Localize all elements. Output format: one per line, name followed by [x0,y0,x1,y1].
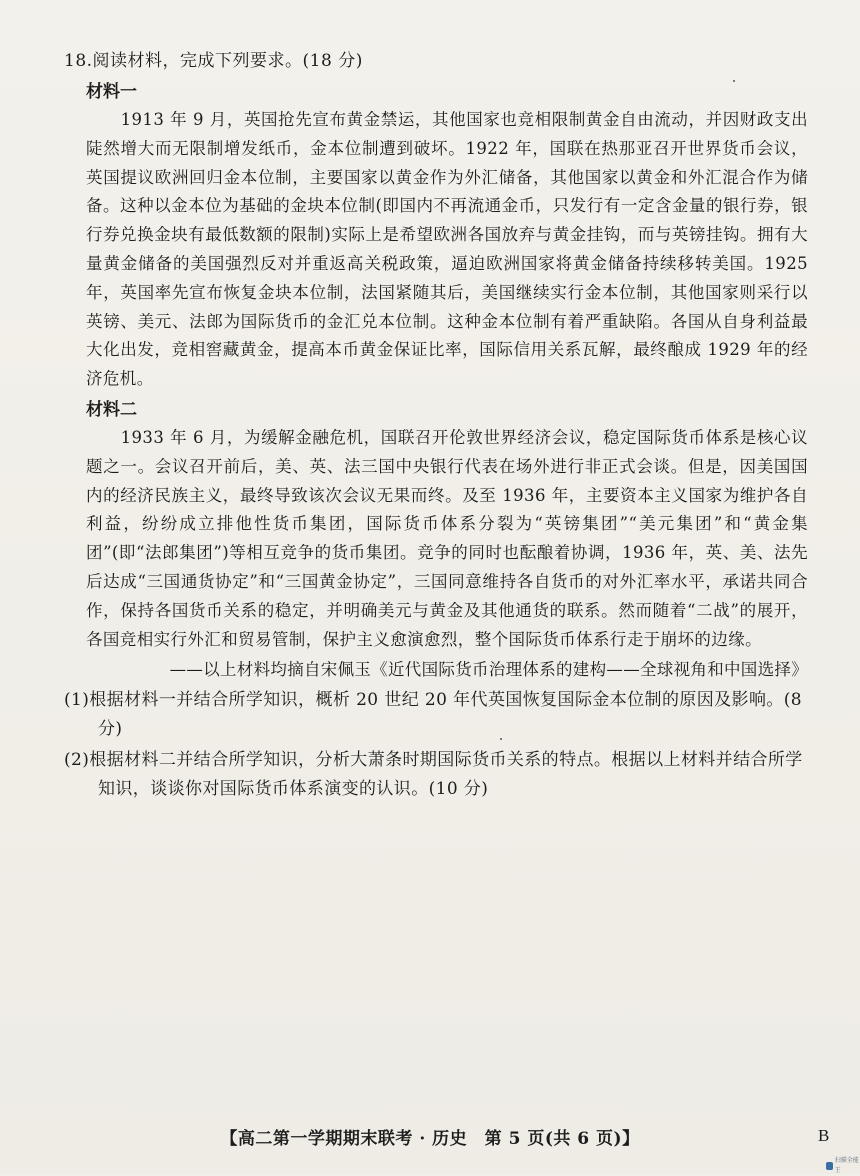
material-one-text: 1913 年 9 月，英国抢先宣布黄金禁运，其他国家也竞相限制黄金自由流动，并因财政支出陡然增大而无限制增发纸币，金本位制遭到破坏。1922 年，国联在热那亚召开世界货币会议，英国提议欧洲回归金本位制，主要国家以黄金作为外汇储备，其他国家以黄金和外汇混合作为储备。这种以金本位为基础的金块本位制(即国内不再流通金币，只发行有一定含金量的银行券，银行券兑换金块有最低数额的限制)实际上是希望欧洲各国放弃与黄金挂钩，而与英镑挂钩。拥有大量黄金储备的美国强烈反对并重返高关税政策，逼迫欧洲国家将黄金储备持续移转美国。1925 年，英国率先宣布恢复金块本位制，法国紧随其后，美国继续实行金本位制，其他国家则采行以英镑、美元、法郎为国际货币的金汇兑本位制。这种金本位制有着严重缺陷。各国从自身利益最大化出发，竞相窖藏黄金，提高本币黄金保证比率，国际信用关系瓦解，最终酿成 1929 年的经济危机。 [86,110,808,389]
question-block [64,46,808,804]
sub-question-2: (2)根据材料二并结合所学知识，分析大萧条时期国际货币关系的特点。根据以上材料并结合所学知识，谈谈你对国际货币体系演变的认识。(10 分) [64,750,803,800]
material-two-heading: 材料二 [86,399,137,420]
scan-speck [500,738,502,740]
material-two-text: 1933 年 6 月，为缓解金融危机，国联召开伦敦世界经济会议，稳定国际货币体系是核心议题之一。会议召开前后，美、英、法三国中央银行代表在场外进行非正式会谈。但是，因美国国内的经济民族主义，最终导致该次会议无果而终。及至 1936 年，主要资本主义国家为维护各自利益，纷纷成立排他性货币集团，国际货币体系分裂为“英镑集团”“美元集团”和“黄金集团”(即“法郎集团”)等相互竞争的货币集团。竞争的同时也酝酿着协调，1936 年，英、美、法先后达成“三国通货协定”和“三国黄金协定”，三国同意维持各自货币的对外汇率水平，承诺共同合作，保持各国货币关系的稳定，并明确美元与黄金及其他通货的联系。然而随着“二战”的展开，各国竞相实行外汇和贸易管制，保护主义愈演愈烈，整个国际货币体系行走于崩坏的边缘。 [86,427,808,649]
scanner-logo-icon [826,1162,833,1170]
scan-speck [733,80,735,82]
scanner-watermark [826,1157,860,1174]
material-source: ——以上材料均摘自宋佩玉《近代国际货币治理体系的建构——全球视角和中国选择》 [169,660,808,680]
sub-question-1: (1)根据材料一并结合所学知识，概析 20 世纪 20 年代英国恢复国际金本位制的原因及影响。(8 分) [64,690,803,740]
question-title: 18.阅读材料，完成下列要求。(18 分) [64,51,363,71]
watermark-text: 扫描全能王 [834,1157,859,1174]
material-one-heading: 材料一 [86,82,137,102]
page-footer: 【高二第一学期期末联考 · 历史 第 5 页(共 6 页)】 [220,1129,640,1149]
paper-version: B [818,1126,830,1145]
